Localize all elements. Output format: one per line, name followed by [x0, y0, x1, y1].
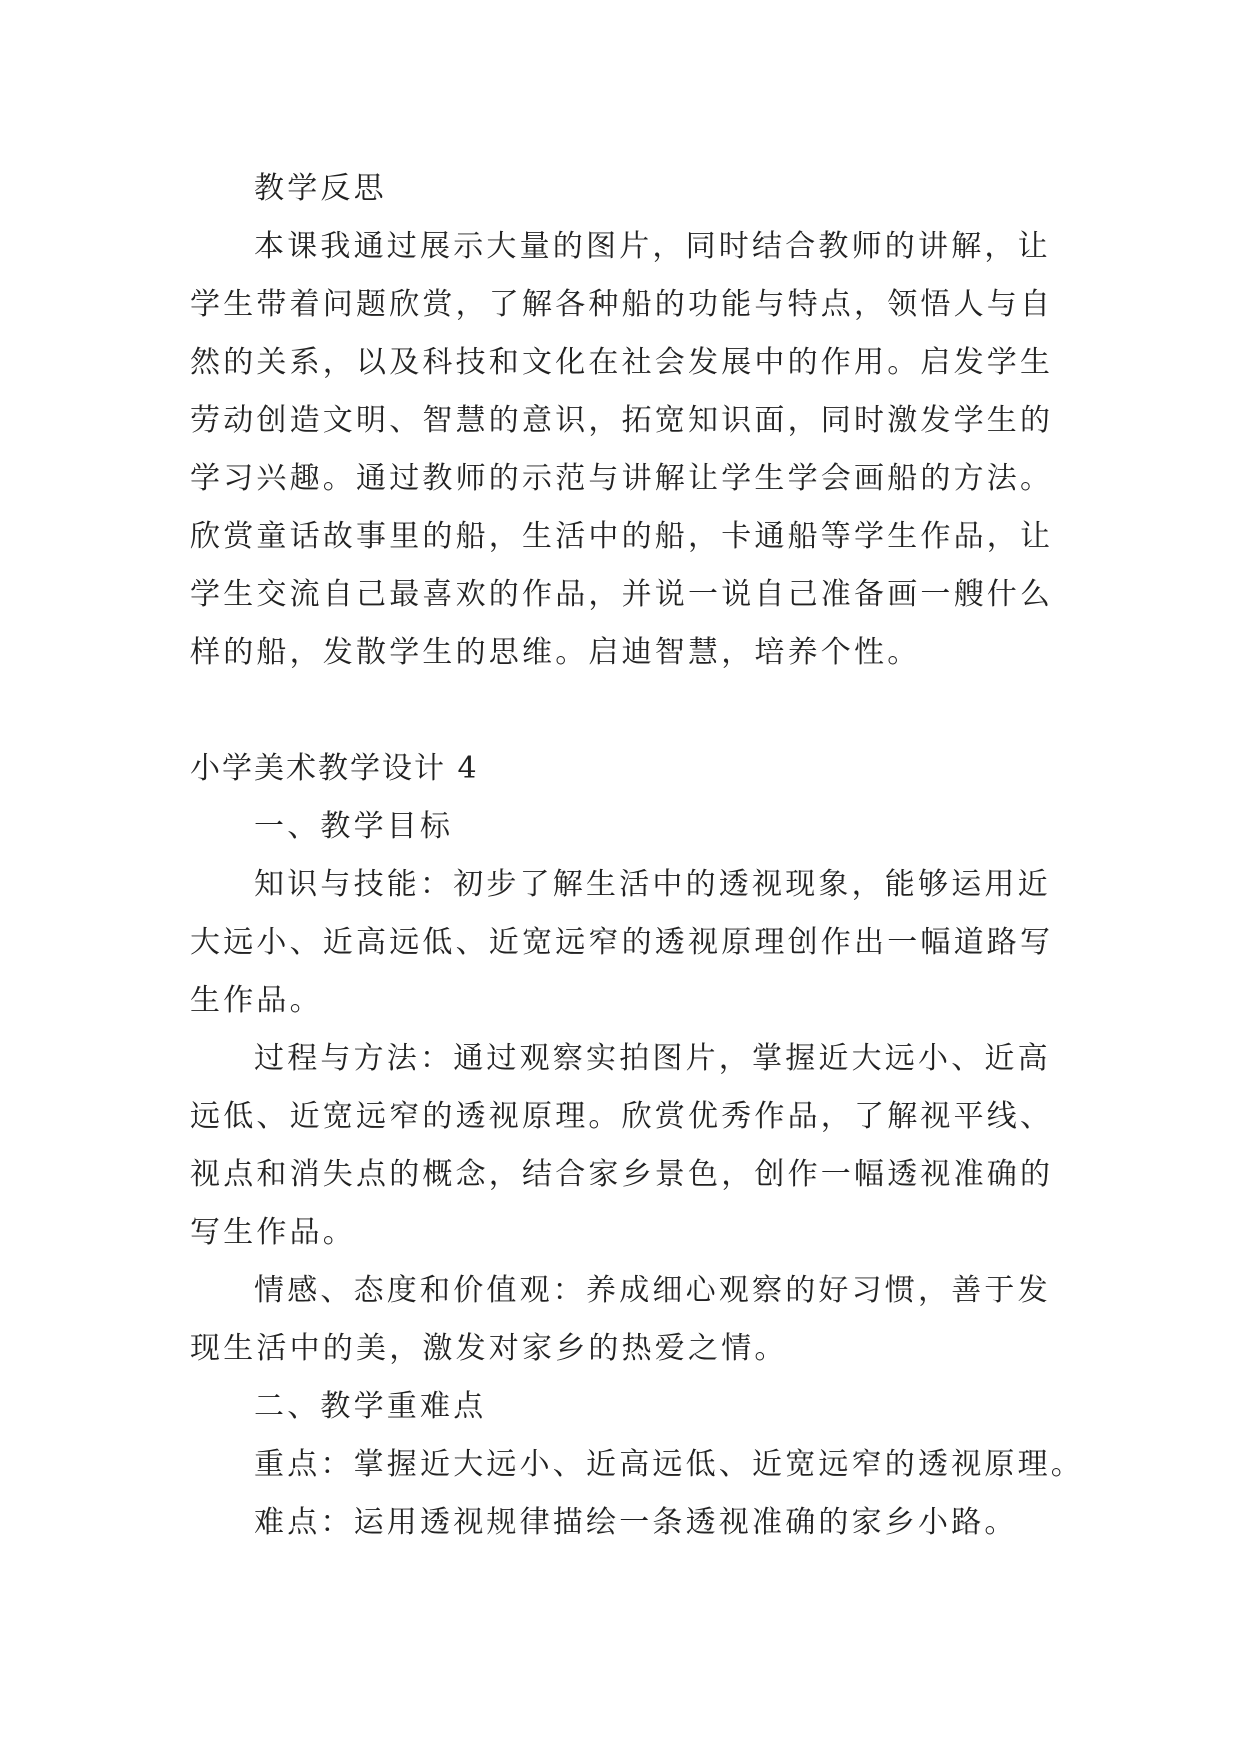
paragraph-line: 学生带着问题欣赏，了解各种船的功能与特点，领悟人与自 [190, 287, 1054, 322]
paragraph-line: 学生交流自己最喜欢的作品，并说一说自己准备画一艘什么 [190, 577, 1054, 612]
paragraph-line: 欣赏童话故事里的船，生活中的船，卡通船等学生作品，让 [190, 519, 1054, 554]
paragraph-line: 现生活中的美，激发对家乡的热爱之情。 [190, 1331, 788, 1366]
paragraph-line: 过程与方法：通过观察实拍图片，掌握近大远小、近高 [254, 1041, 1051, 1076]
paragraph-line: 情感、态度和价值观：养成细心观察的好习惯，善于发 [254, 1273, 1051, 1308]
paragraph-line: 然的关系，以及科技和文化在社会发展中的作用。启发学生 [190, 345, 1054, 380]
paragraph-line: 劳动创造文明、智慧的意识，拓宽知识面，同时激发学生的 [190, 403, 1054, 438]
difficult-point-line: 难点：运用透视规律描绘一条透视准确的家乡小路。 [254, 1505, 1018, 1540]
objectives-heading: 一、教学目标 [254, 809, 454, 844]
paragraph-line: 大远小、近高远低、近宽远窄的透视原理创作出一幅道路写 [190, 925, 1054, 960]
paragraph-line: 视点和消失点的概念，结合家乡景色，创作一幅透视准确的 [190, 1157, 1054, 1192]
key-difficulty-heading: 二、教学重难点 [254, 1389, 487, 1424]
reflection-heading: 教学反思 [254, 171, 387, 206]
paragraph-line: 样的船，发散学生的思维。启迪智慧，培养个性。 [190, 635, 921, 670]
section-title: 小学美术教学设计 4 [190, 751, 479, 786]
paragraph-line: 知识与技能：初步了解生活中的透视现象，能够运用近 [254, 867, 1051, 902]
paragraph-line: 写生作品。 [190, 1215, 356, 1250]
paragraph-line: 生作品。 [190, 983, 323, 1018]
section-gap [190, 682, 1070, 740]
paragraph-line: 本课我通过展示大量的图片，同时结合教师的讲解，让 [254, 229, 1051, 264]
paragraph-line: 远低、近宽远窄的透视原理。欣赏优秀作品，了解视平线、 [190, 1099, 1054, 1134]
paragraph-line: 学习兴趣。通过教师的示范与讲解让学生学会画船的方法。 [190, 461, 1054, 496]
document-page [190, 160, 1084, 1552]
key-point-line: 重点：掌握近大远小、近高远低、近宽远窄的透视原理。 [254, 1447, 1084, 1482]
